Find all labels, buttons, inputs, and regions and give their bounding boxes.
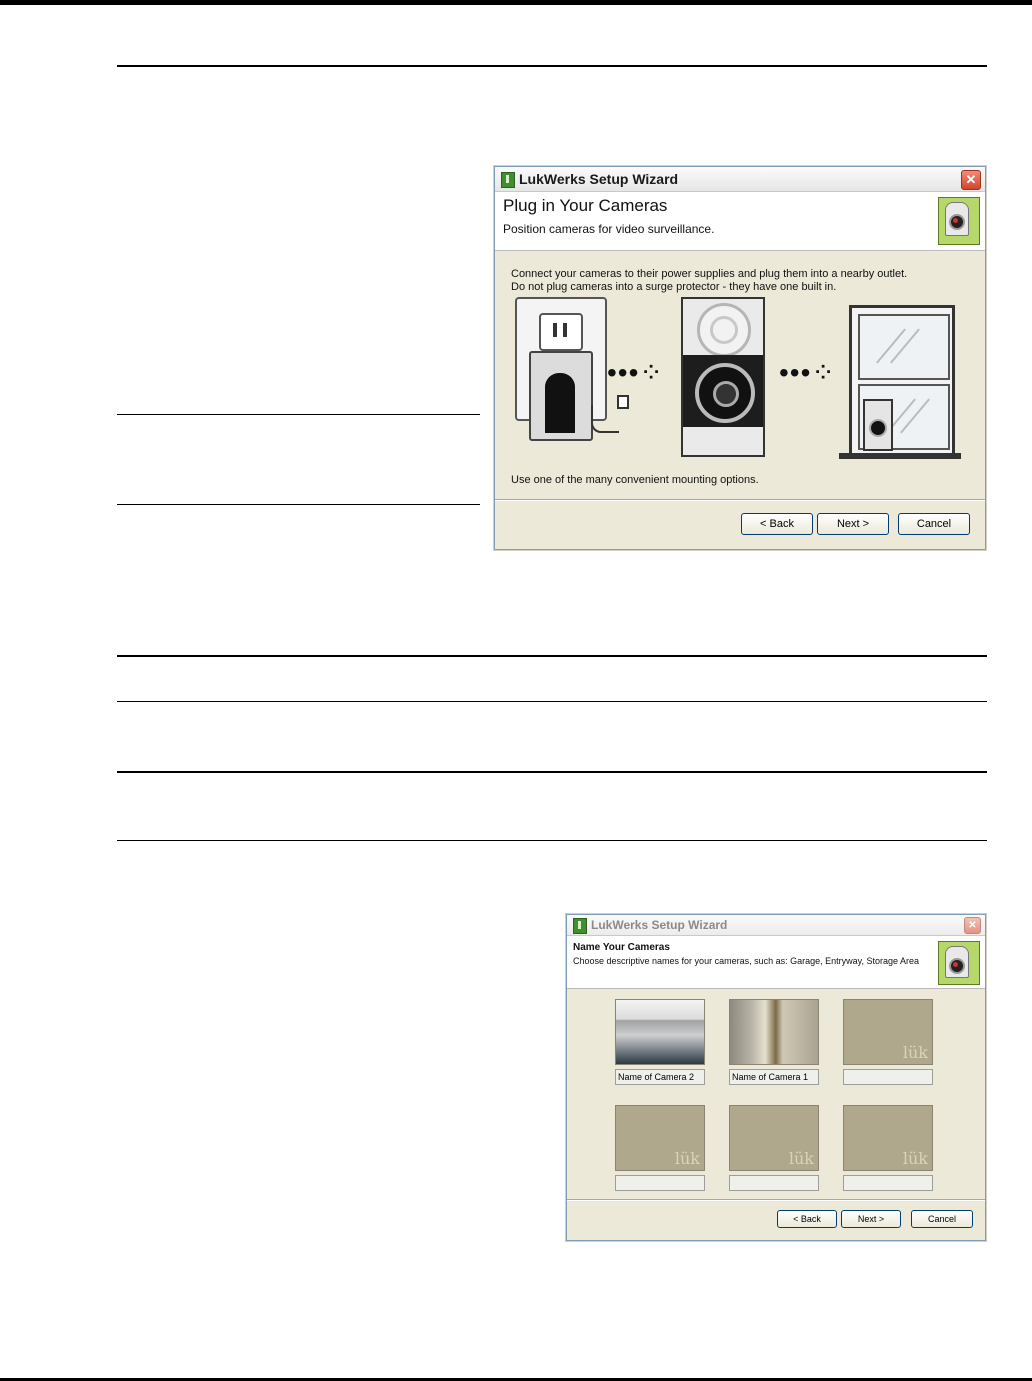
camera-icon xyxy=(938,197,980,245)
divider xyxy=(117,414,480,415)
page-subtitle: Position cameras for video surveillance. xyxy=(503,222,715,236)
power-cable xyxy=(591,405,619,433)
mounted-camera-icon xyxy=(863,399,893,451)
wizard-header xyxy=(567,936,985,989)
luk-logo: lük xyxy=(902,1149,928,1168)
divider xyxy=(117,701,987,702)
luk-logo: lük xyxy=(788,1149,814,1168)
camera-placeholder xyxy=(843,999,933,1065)
camera-name-field[interactable]: Name of Camera 2 xyxy=(615,1069,705,1085)
title-bar[interactable] xyxy=(567,915,985,936)
page-title: Name Your Cameras xyxy=(573,942,670,953)
cancel-button[interactable]: Cancel xyxy=(911,1210,973,1228)
separator xyxy=(495,499,985,501)
divider xyxy=(117,840,987,841)
window-sill xyxy=(839,453,961,459)
arrow-icon: •••⁘ xyxy=(607,357,664,388)
name-cameras-dialog xyxy=(566,914,986,1241)
camera-icon xyxy=(938,941,980,985)
camera-name-field[interactable] xyxy=(843,1069,933,1085)
plug-icon xyxy=(617,395,629,409)
close-icon[interactable]: ✕ xyxy=(961,170,981,190)
separator xyxy=(567,1199,985,1201)
top-border xyxy=(0,0,1032,5)
camera-name-field[interactable] xyxy=(729,1175,819,1191)
camera-placeholder xyxy=(729,1105,819,1171)
camera-name-field[interactable]: Name of Camera 1 xyxy=(729,1069,819,1085)
back-button[interactable]: < Back xyxy=(777,1210,837,1228)
camera-preview[interactable] xyxy=(615,999,705,1065)
divider xyxy=(117,65,987,67)
back-button[interactable]: < Back xyxy=(741,513,813,535)
divider xyxy=(117,655,987,657)
app-icon xyxy=(573,918,587,934)
page-subtitle: Choose descriptive names for your cameras, such as: Garage, Entryway, Storage Area xyxy=(573,956,919,966)
next-button[interactable]: Next > xyxy=(817,513,889,535)
camera-illustration xyxy=(681,297,765,457)
camera-placeholder xyxy=(615,1105,705,1171)
page-title: Plug in Your Cameras xyxy=(503,196,668,215)
cancel-button[interactable]: Cancel xyxy=(898,513,970,535)
window-title: LukWerks Setup Wizard xyxy=(519,171,679,187)
luk-logo: lük xyxy=(674,1149,700,1168)
window-title: LukWerks Setup Wizard xyxy=(591,918,728,932)
next-button[interactable]: Next > xyxy=(841,1210,901,1228)
luk-logo: lük xyxy=(902,1043,928,1062)
divider xyxy=(117,504,480,505)
wall-outlet-illustration xyxy=(515,297,607,421)
instruction-text: Do not plug cameras into a surge protector - they have one built in. xyxy=(511,281,837,293)
arrow-icon: •••⁘ xyxy=(779,357,836,388)
close-icon[interactable]: ✕ xyxy=(964,917,981,934)
camera-preview[interactable] xyxy=(729,999,819,1065)
divider xyxy=(117,771,987,773)
instruction-text: Connect your cameras to their power supplies and plug them into a nearby outlet. xyxy=(511,268,908,280)
footer-text: Use one of the many convenient mounting options. xyxy=(511,474,759,486)
wizard-header xyxy=(495,192,985,251)
camera-placeholder xyxy=(843,1105,933,1171)
camera-name-field[interactable] xyxy=(843,1175,933,1191)
title-bar[interactable] xyxy=(495,167,985,192)
camera-name-field[interactable] xyxy=(615,1175,705,1191)
setup-wizard-dialog xyxy=(494,166,986,550)
app-icon xyxy=(501,172,515,188)
